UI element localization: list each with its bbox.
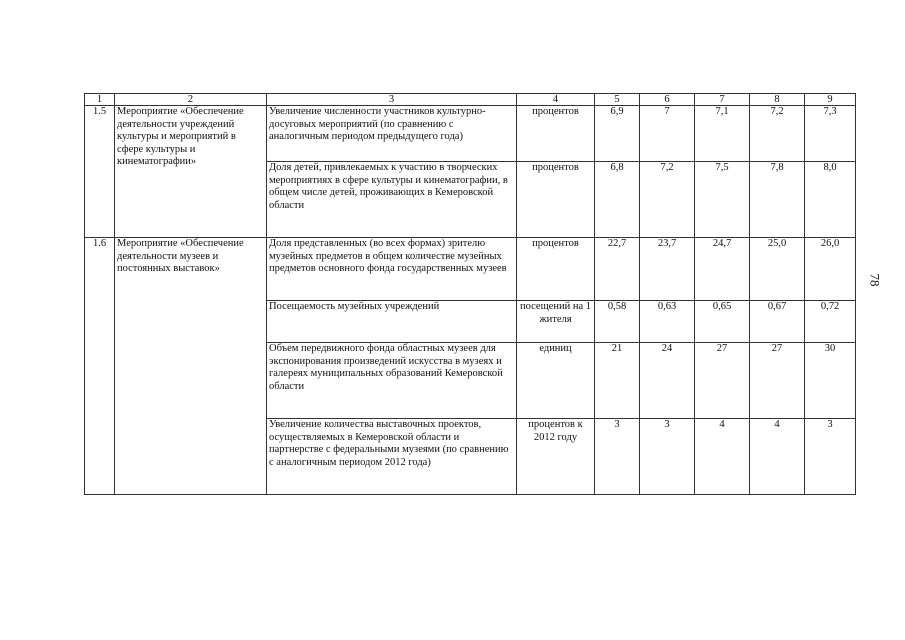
header-cell: 8 bbox=[750, 94, 805, 106]
indicator-value: 8,0 bbox=[805, 162, 856, 238]
indicator-text: Доля детей, привлекаемых к участию в творческих мероприятиях в сфере культуры и кинематографии, в общем числе детей, проживающих в Кемеровской области bbox=[267, 162, 517, 238]
row-number: 1.6 bbox=[85, 238, 115, 495]
indicator-value: 6,8 bbox=[595, 162, 640, 238]
indicator-value: 21 bbox=[595, 343, 640, 419]
row-number: 1.5 bbox=[85, 106, 115, 238]
indicator-value: 7,2 bbox=[750, 106, 805, 162]
indicator-unit: процентов bbox=[517, 162, 595, 238]
header-cell: 1 bbox=[85, 94, 115, 106]
indicator-value: 4 bbox=[695, 419, 750, 495]
header-cell: 7 bbox=[695, 94, 750, 106]
header-cell: 2 bbox=[115, 94, 267, 106]
page-number: 78 bbox=[867, 273, 883, 287]
indicator-value: 24,7 bbox=[695, 238, 750, 301]
indicator-unit: процентов bbox=[517, 106, 595, 162]
indicator-value: 7,8 bbox=[750, 162, 805, 238]
header-cell: 9 bbox=[805, 94, 856, 106]
indicator-value: 7,3 bbox=[805, 106, 856, 162]
indicator-value: 7,5 bbox=[695, 162, 750, 238]
indicator-value: 7 bbox=[640, 106, 695, 162]
indicators-table bbox=[84, 93, 856, 495]
indicator-unit: процентов bbox=[517, 238, 595, 301]
indicator-value: 6,9 bbox=[595, 106, 640, 162]
indicator-value: 25,0 bbox=[750, 238, 805, 301]
indicator-text: Увеличение численности участников культурно-досуговых мероприятий (по сравнению с аналогичным периодом предыдущего года) bbox=[267, 106, 517, 162]
indicator-value: 30 bbox=[805, 343, 856, 419]
indicator-unit: процентов к 2012 году bbox=[517, 419, 595, 495]
header-cell: 4 bbox=[517, 94, 595, 106]
indicator-value: 0,58 bbox=[595, 301, 640, 343]
indicator-value: 7,2 bbox=[640, 162, 695, 238]
indicator-value: 0,65 bbox=[695, 301, 750, 343]
indicator-text: Посещаемость музейных учреждений bbox=[267, 301, 517, 343]
indicator-value: 0,72 bbox=[805, 301, 856, 343]
indicator-value: 27 bbox=[695, 343, 750, 419]
measure-name: Мероприятие «Обеспечение деятельности учреждений культуры и мероприятий в сфере культуры и кинематографии» bbox=[115, 106, 267, 238]
indicator-value: 0,67 bbox=[750, 301, 805, 343]
indicator-value: 22,7 bbox=[595, 238, 640, 301]
indicator-value: 7,1 bbox=[695, 106, 750, 162]
header-cell: 3 bbox=[267, 94, 517, 106]
measure-name: Мероприятие «Обеспечение деятельности музеев и постоянных выставок» bbox=[115, 238, 267, 495]
table-header-row bbox=[85, 94, 856, 106]
header-cell: 5 bbox=[595, 94, 640, 106]
indicator-text: Увеличение количества выставочных проектов, осуществляемых в Кемеровской области и партнерстве с федеральными музеями (по сравнению с аналогичным периодом 2012 года) bbox=[267, 419, 517, 495]
indicator-value: 23,7 bbox=[640, 238, 695, 301]
indicator-unit: посещений на 1 жителя bbox=[517, 301, 595, 343]
table-row bbox=[85, 106, 856, 162]
header-cell: 6 bbox=[640, 94, 695, 106]
table-row bbox=[85, 238, 856, 301]
indicator-value: 3 bbox=[640, 419, 695, 495]
indicator-value: 4 bbox=[750, 419, 805, 495]
indicator-text: Объем передвижного фонда областных музеев для экспонирования произведений искусства в музеях и галереях муниципальных образований Кемеровской области bbox=[267, 343, 517, 419]
indicator-value: 26,0 bbox=[805, 238, 856, 301]
indicator-value: 3 bbox=[595, 419, 640, 495]
indicator-value: 24 bbox=[640, 343, 695, 419]
indicator-text: Доля представленных (во всех формах) зрителю музейных предметов в общем количестве музейных предметов основного фонда государственных музеев bbox=[267, 238, 517, 301]
indicator-value: 3 bbox=[805, 419, 856, 495]
indicator-value: 0,63 bbox=[640, 301, 695, 343]
indicator-value: 27 bbox=[750, 343, 805, 419]
indicator-unit: единиц bbox=[517, 343, 595, 419]
